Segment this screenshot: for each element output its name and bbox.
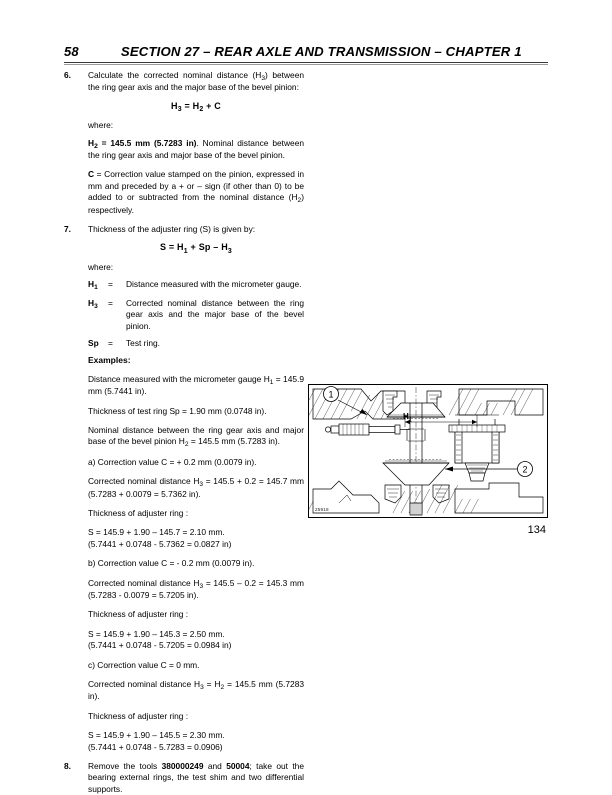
example-c-result-mm: S = 145.9 + 1.90 – 145.5 = 2.30 mm. — [88, 730, 225, 741]
definition-row-h1 — [88, 279, 304, 291]
definition-h2: $H_2 = 145.5$ mm (5.7283 in). Nominal distance between the ring gear axis and major base of the bevel pinion. — [88, 137, 305, 161]
definition-text: Test ring. — [126, 337, 160, 348]
definition-equals: = — [108, 337, 113, 348]
example-a-corrected: Corrected nominal distance $H_3 = 145.5 + 0.2 = 145.7$ mm (5.7283 + 0.0079 = 5.7362 in). — [88, 476, 304, 499]
list-item-6-number: 6. — [64, 70, 71, 80]
drawing-code: 25918 — [315, 507, 329, 512]
definition-text: Distance measured with the micrometer gauge. — [126, 279, 302, 290]
example-b-thickness-label: Thickness of adjuster ring : — [88, 609, 189, 620]
formula-s: $S = H_1 + Sp - H_3$ — [159, 242, 233, 255]
examples-heading: Examples: — [88, 355, 131, 366]
example-a-result — [88, 527, 304, 550]
definition-symbol: Sp — [88, 337, 99, 348]
example-b-corrected: Corrected nominal distance $H_3 = 145.5 - 0.2 = 145.3$ mm (5.7283 - 0.0079 = 5.7205 in). — [88, 577, 304, 600]
definition-symbol: $H_3$ — [88, 297, 98, 310]
list-item-7-number: 7. — [64, 224, 71, 235]
page-number: 58 — [64, 44, 79, 59]
example-c-result — [88, 730, 304, 753]
where-label-7: where: — [88, 261, 114, 272]
dimension-label-h1: H — [403, 412, 409, 421]
example-b-result-mm: S = 145.9 + 1.90 – 145.3 = 2.50 mm. — [88, 628, 225, 639]
dimension-label-h1-sub: 1 — [409, 417, 413, 424]
definition-equals: = — [108, 279, 113, 290]
example-c-thickness-label: Thickness of adjuster ring : — [88, 710, 189, 721]
example-given-h2: Nominal distance between the ring gear axis and major base of the bevel pinion $H_2 = 145.5$ mm (5.7283 in). — [88, 424, 304, 449]
example-given-h1: Distance measured with the micrometer gauge $H_1 = 145.9$ mm (5.7441 in). — [88, 373, 304, 397]
item8-text-after: ; take out the bearing external rings, the test shim and two differential supports. — [88, 761, 304, 794]
figure-number: 134 — [527, 524, 546, 536]
callout-2-label: 2 — [522, 464, 528, 475]
list-item-6 — [64, 70, 304, 94]
figure-134 — [308, 384, 548, 536]
micrometer-gauge — [325, 424, 410, 435]
list-item-8 — [64, 761, 304, 795]
figure-frame — [308, 384, 548, 518]
example-c-result-in: (5.7441 + 0.0748 - 5.7283 = 0.0906) — [88, 741, 223, 752]
definition-symbol: $H_1$ — [88, 279, 98, 292]
list-item-8-text — [88, 761, 304, 794]
formula-h3: $H_3 = H_2 + C$ — [170, 100, 221, 113]
example-b-result — [88, 629, 304, 652]
example-a-thickness-label: Thickness of adjuster ring : — [88, 507, 189, 518]
example-c-label: c) Correction value C = 0 mm. — [88, 659, 200, 670]
definition-text: Corrected nominal distance between the ring gear axis and the major base of the bevel pinion. — [126, 297, 304, 331]
example-c-corrected: Corrected nominal distance $H_3 = H_2 = 145.5$ mm (5.7283 in). — [88, 679, 305, 702]
list-item-6-text: Calculate the corrected nominal distance $(H_3)$ between the ring gear axis and the major base of the bevel pinion: — [88, 70, 305, 93]
example-b-label: b) Correction value C = - 0.2 mm (0.0079 in). — [88, 558, 255, 569]
example-a-result-in: (5.7441 + 0.0748 - 5.7362 = 0.0827 in) — [88, 538, 232, 549]
differential-cross-section-drawing — [309, 385, 547, 517]
tool-number-2: 50004 — [226, 761, 250, 772]
main-text-column — [64, 70, 304, 795]
definition-row-h3 — [88, 298, 304, 332]
definition-equals: = — [108, 297, 113, 308]
page-header — [64, 44, 548, 62]
definition-row-sp — [88, 338, 304, 349]
example-given-sp: Thickness of test ring Sp = 1.90 mm (0.0748 in). — [88, 405, 267, 416]
list-item-8-number: 8. — [64, 761, 71, 772]
example-b-result-in: (5.7441 + 0.0748 - 5.7205 = 0.0984 in) — [88, 640, 232, 651]
example-a-result-mm: S = 145.9 + 1.90 – 145.7 = 2.10 mm. — [88, 527, 225, 538]
page-title: SECTION 27 – REAR AXLE AND TRANSMISSION – CHAPTER 1 — [120, 44, 522, 59]
where-label-6: where: — [88, 120, 114, 131]
example-a-label: a) Correction value C = + 0.2 mm (0.0079 in). — [88, 456, 257, 467]
definition-c: C = Correction value stamped on the pinion, expressed in mm and preceded by a + or – sign (if other than 0) to be added to or subtracted from the nominal distance $(H_2)$ respectively. — [88, 169, 304, 215]
list-item-7 — [64, 224, 304, 235]
callout-1-label: 1 — [328, 389, 334, 400]
item8-text-before: Remove the tools — [88, 761, 162, 772]
item8-text-mid: and — [203, 761, 227, 772]
tool-number-1: 380000249 — [161, 761, 204, 772]
list-item-7-text: Thickness of the adjuster ring (S) is given by: — [88, 224, 256, 235]
header-divider — [64, 62, 548, 65]
